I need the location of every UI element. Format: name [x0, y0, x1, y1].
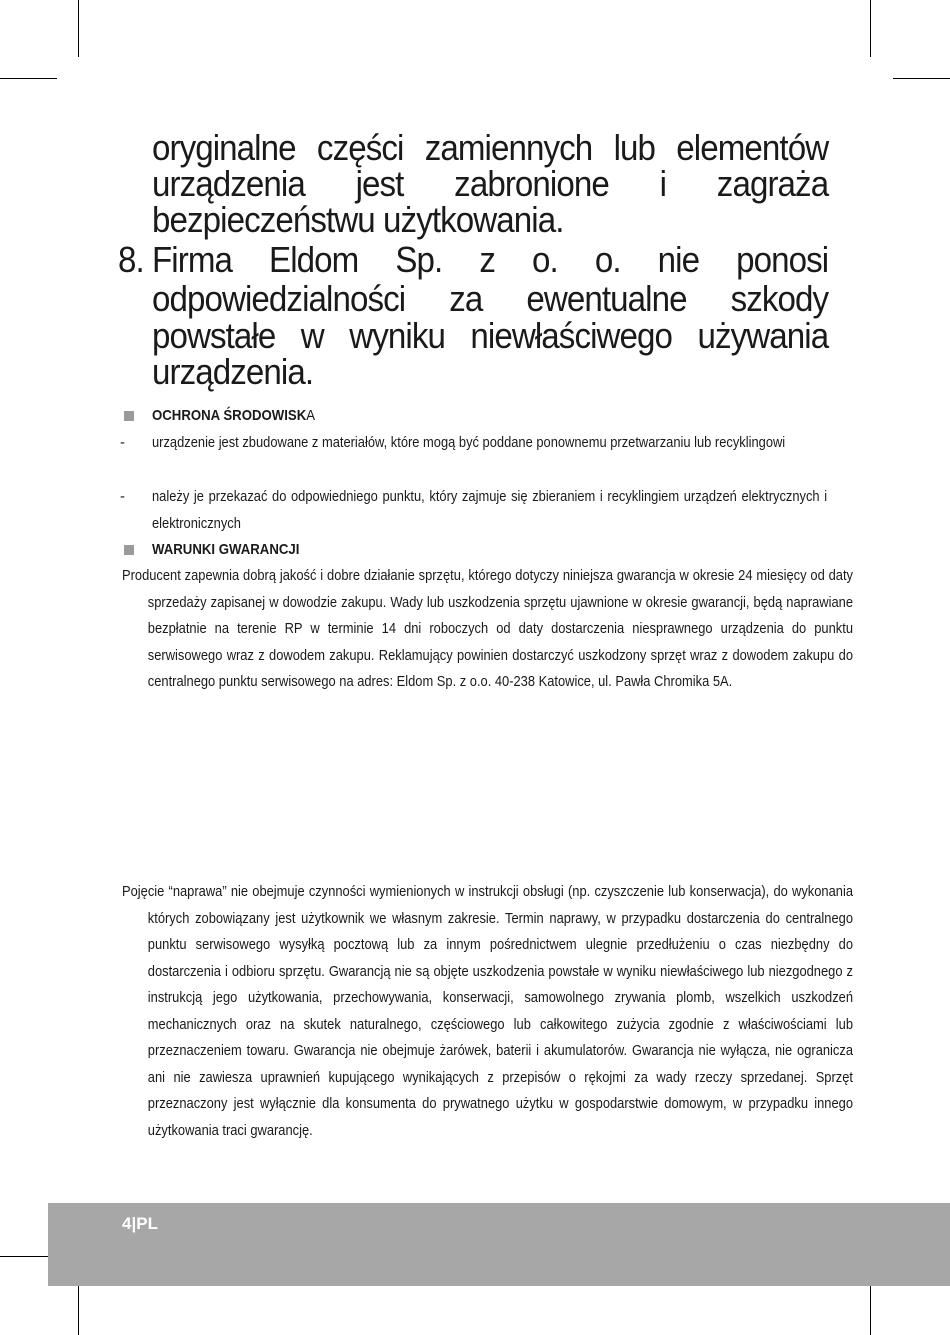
- crop-mark-top-left-h: [0, 78, 57, 79]
- item-8-number: 8.: [118, 239, 144, 280]
- warranty-paragraph-2: Pojęcie “naprawa” nie obejmuje czynności wymienionych w instrukcji obsługi (np. czyszczenie lub konserwacja), do wykonania których zobowiązany jest użytkownik we własnym zakresie. Termin naprawy, w przypadku dostarczenia do centralnego punktu serwisowego wysyłką pocztową lub za innym pośrednictwem ulegnie przedłużeniu o czas niezbędny do dostarczenia i odbioru sprzętu. Gwarancją nie są objęte uszkodzenia powstałe w wyniku niewłaściwego lub niezgodnego z instrukcją jego użytkowania, przechowywania, konserwacji, samowolnego zrywania plomb, wszelkich uszkodzeń mechanicznych oraz na skutek naturalnego, częściowego lub całkowitego zużycia zgodnie z właściwościami lub przeznaczeniem towaru. Gwarancja nie obejmuje żarówek, baterii i akumulatorów. Gwarancja nie wyłącza, nie ogranicza ani nie zawiesza uprawnień kupującego wynikających z przepisów o rękojmi za wady rzeczy sprzedanej. Sprzęt przeznaczony jest wyłącznie dla konsumenta do prywatnego użytku w gospodarstwie domowym, w przypadku innego użytkowania traci gwarancję.: [122, 883, 854, 1139]
- item-8-line-2: odpowiedzialności za ewentualne szkody: [152, 278, 829, 319]
- crop-mark-bottom-right-v: [870, 1278, 871, 1335]
- environment-item-2: należy je przekazać do odpowiedniego punktu, który zajmuje się zbieraniem i recyklingiem urządzeń elektrycznych i elektronicznych: [152, 488, 828, 532]
- warranty-heading: WARUNKI GWARANCJI: [152, 541, 300, 558]
- list-dash: -: [120, 434, 125, 451]
- page-number: 4|PL: [122, 1214, 158, 1233]
- section-bullet-square: [124, 545, 134, 555]
- big-text-line-1: oryginalne części zamiennych lub elementów: [152, 127, 829, 168]
- list-dash: -: [120, 488, 125, 505]
- footer-bar: [48, 1203, 950, 1286]
- environment-item-1: urządzenie jest zbudowane z materiałów, które mogą być poddane ponownemu przetwarzaniu lub recyklingowi: [152, 434, 786, 451]
- section-bullet-square: [124, 411, 134, 421]
- item-8-line-4: urządzenia.: [152, 351, 314, 392]
- crop-mark-top-right-v: [870, 0, 871, 57]
- crop-mark-top-right-h: [893, 78, 950, 79]
- item-8-line-1: Firma Eldom Sp. z o. o. nie ponosi: [152, 239, 829, 280]
- environment-heading: OCHRONA ŚRODOWISKA: [152, 407, 316, 424]
- item-8-line-3: powstałe w wyniku niewłaściwego używania: [152, 315, 829, 356]
- crop-mark-top-left-v: [78, 0, 79, 57]
- crop-mark-bottom-left-v: [78, 1278, 79, 1335]
- big-text-line-3: bezpieczeństwu użytkowania.: [152, 199, 564, 240]
- big-text-line-2: urządzenia jest zabronione i zagraża: [152, 163, 829, 204]
- warranty-paragraph-1: Producent zapewnia dobrą jakość i dobre działanie sprzętu, którego dotyczy niniejsza gwarancja w okresie 24 miesięcy od daty sprzedaży zapisanej w dowodzie zakupu. Wady lub uszkodzenia sprzętu ujawnione w okresie gwarancji, będą naprawiane bezpłatnie na terenie RP w terminie 14 dni roboczych od daty dostarczenia niesprawnego urządzenia do punktu serwisowego wraz z dowodem zakupu. Reklamujący powinien dostarczyć uszkodzony sprzęt wraz z dowodem zakupu do centralnego punktu serwisowego na adres: Eldom Sp. z o.o. 40-238 Katowice, ul. Pawła Chromika 5A.: [122, 567, 854, 690]
